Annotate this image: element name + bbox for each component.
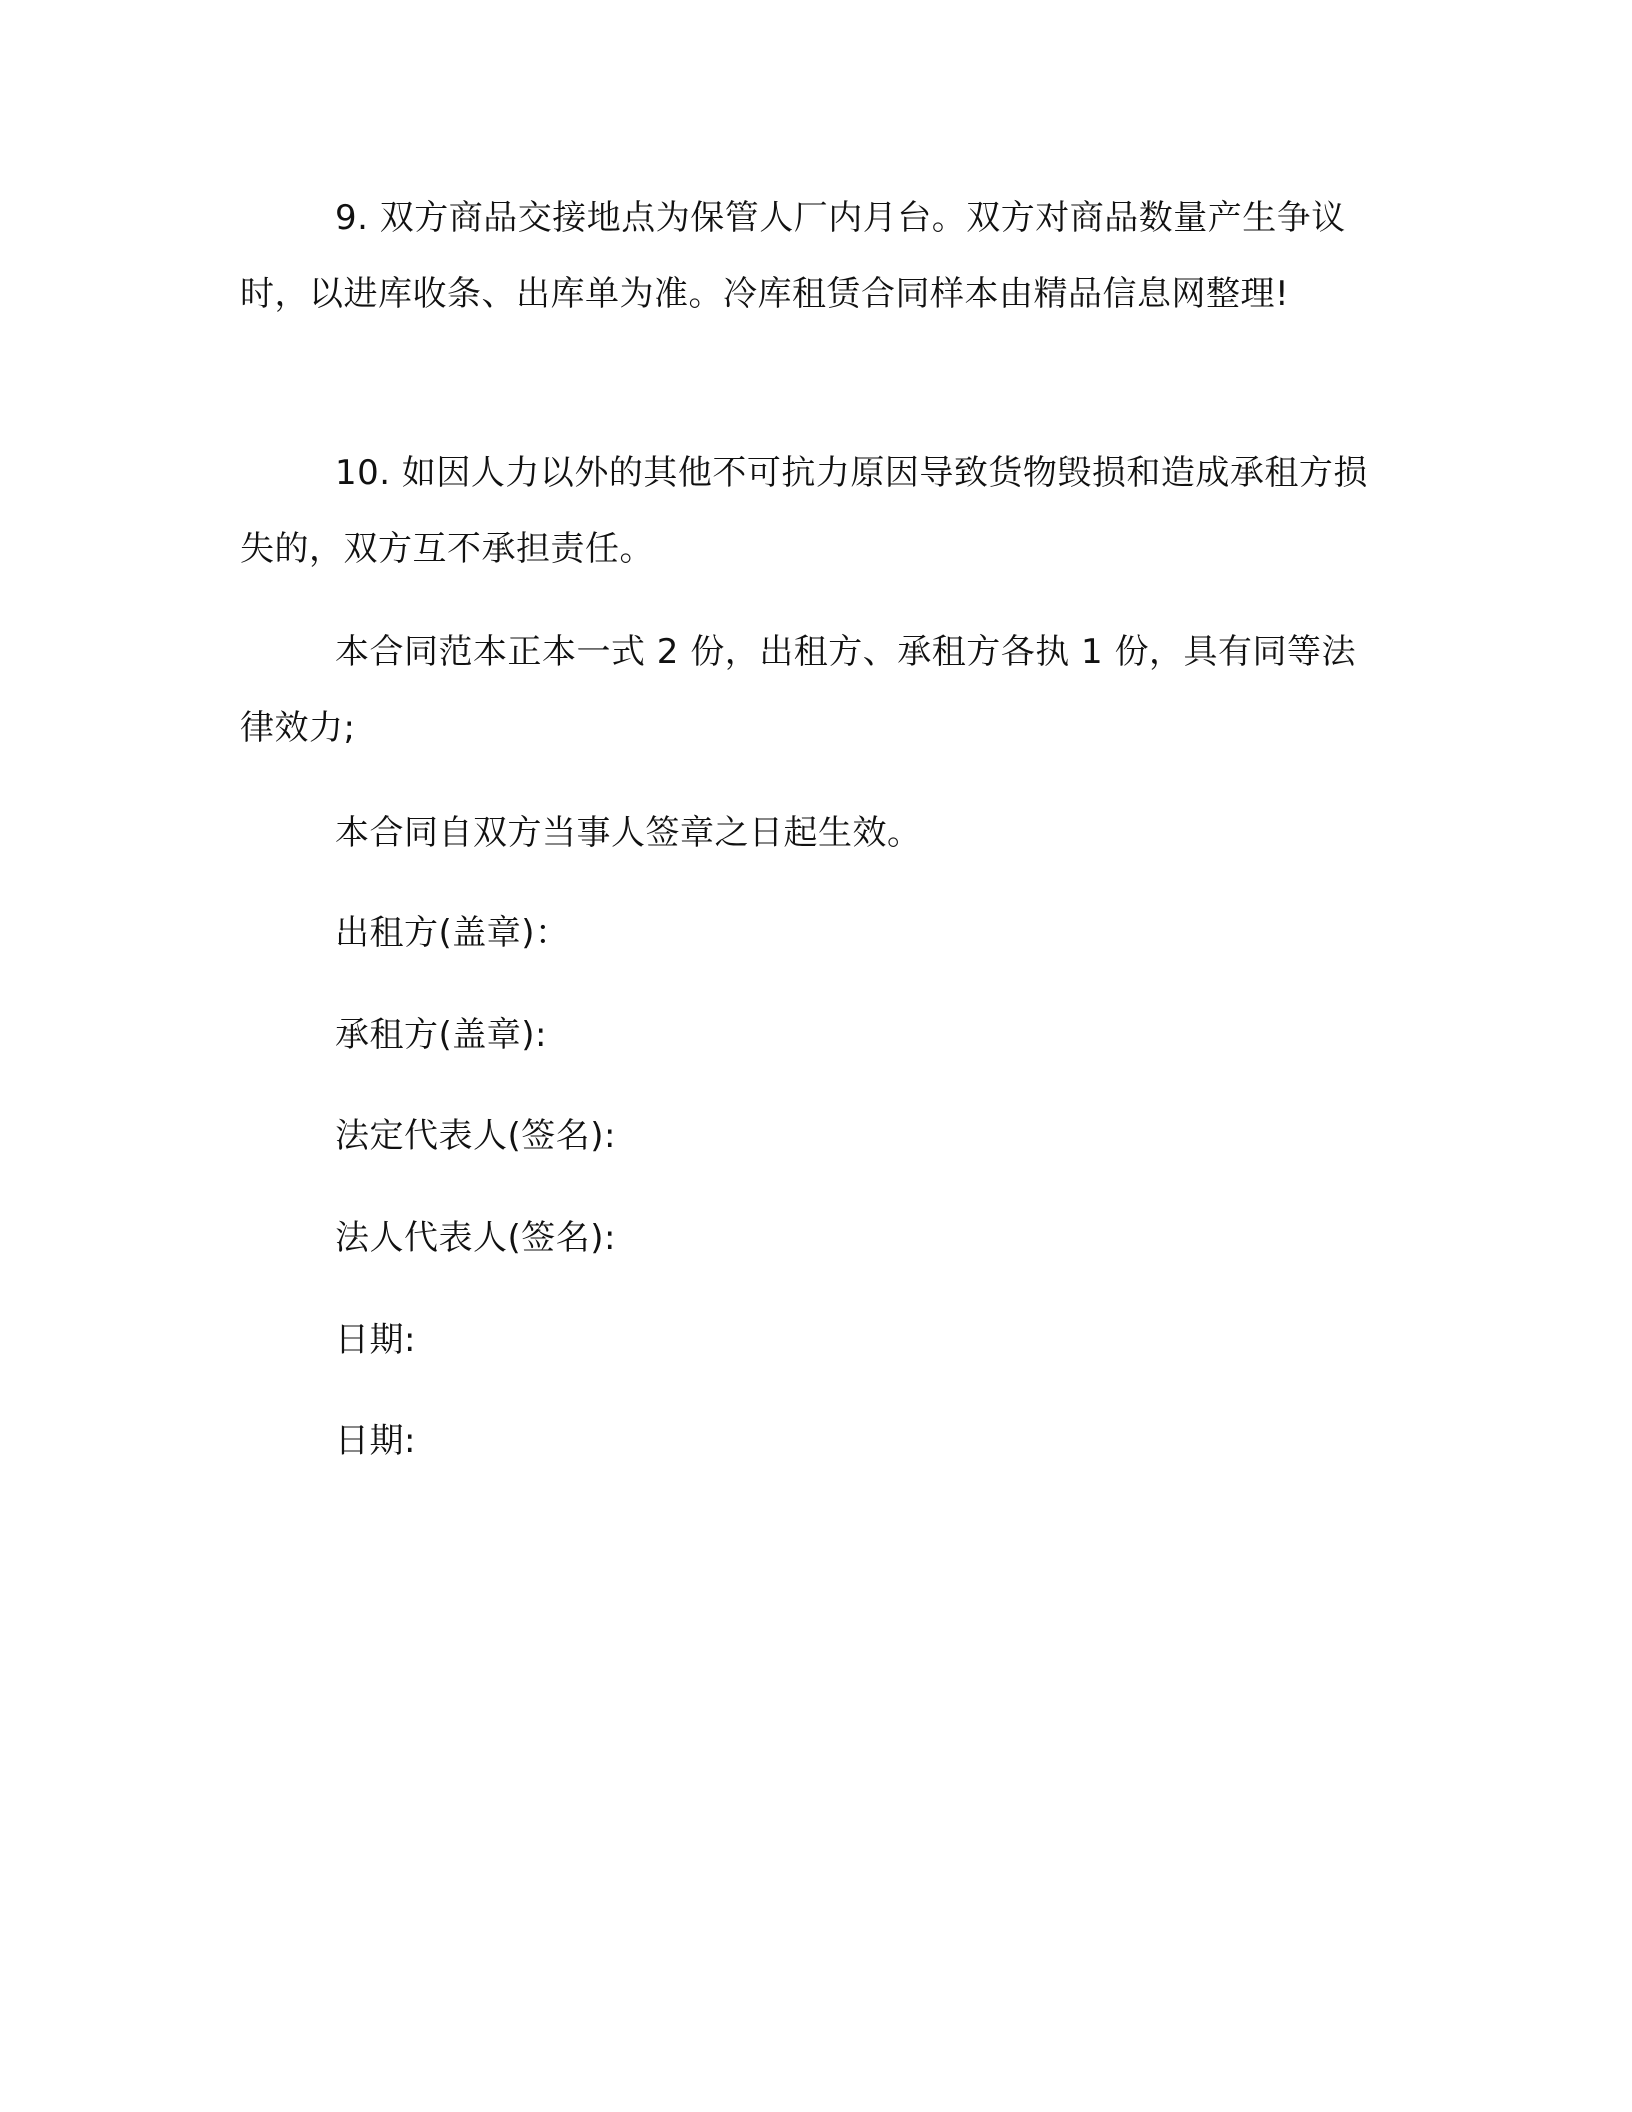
copies-paragraph: 本合同范本正本一式 2 份，出租方、承租方各执 1 份，具有同等法律效力; xyxy=(240,632,1356,748)
lessor-seal-label: 出租方(盖章)： xyxy=(335,913,570,953)
date-label-first: 日期: xyxy=(335,1320,416,1360)
corporate-representative-signature-label: 法人代表人(签名): xyxy=(335,1218,616,1258)
clause-10-paragraph: 10. 如因人力以外的其他不可抗力原因导致货物毁损和造成承租方损失的，双方互不承担责任。 xyxy=(240,453,1368,569)
legal-representative-signature-label: 法定代表人(签名): xyxy=(335,1116,616,1156)
effective-statement: 本合同自双方当事人签章之日起生效。 xyxy=(335,813,922,853)
date-label-second: 日期: xyxy=(335,1421,416,1461)
clause-9-paragraph: 9. 双方商品交接地点为保管人厂内月台。双方对商品数量产生争议时，以进库收条、出库单为准。冷库租赁合同样本由精品信息网整理! xyxy=(240,198,1346,314)
lessee-seal-label: 承租方(盖章): xyxy=(335,1015,547,1055)
